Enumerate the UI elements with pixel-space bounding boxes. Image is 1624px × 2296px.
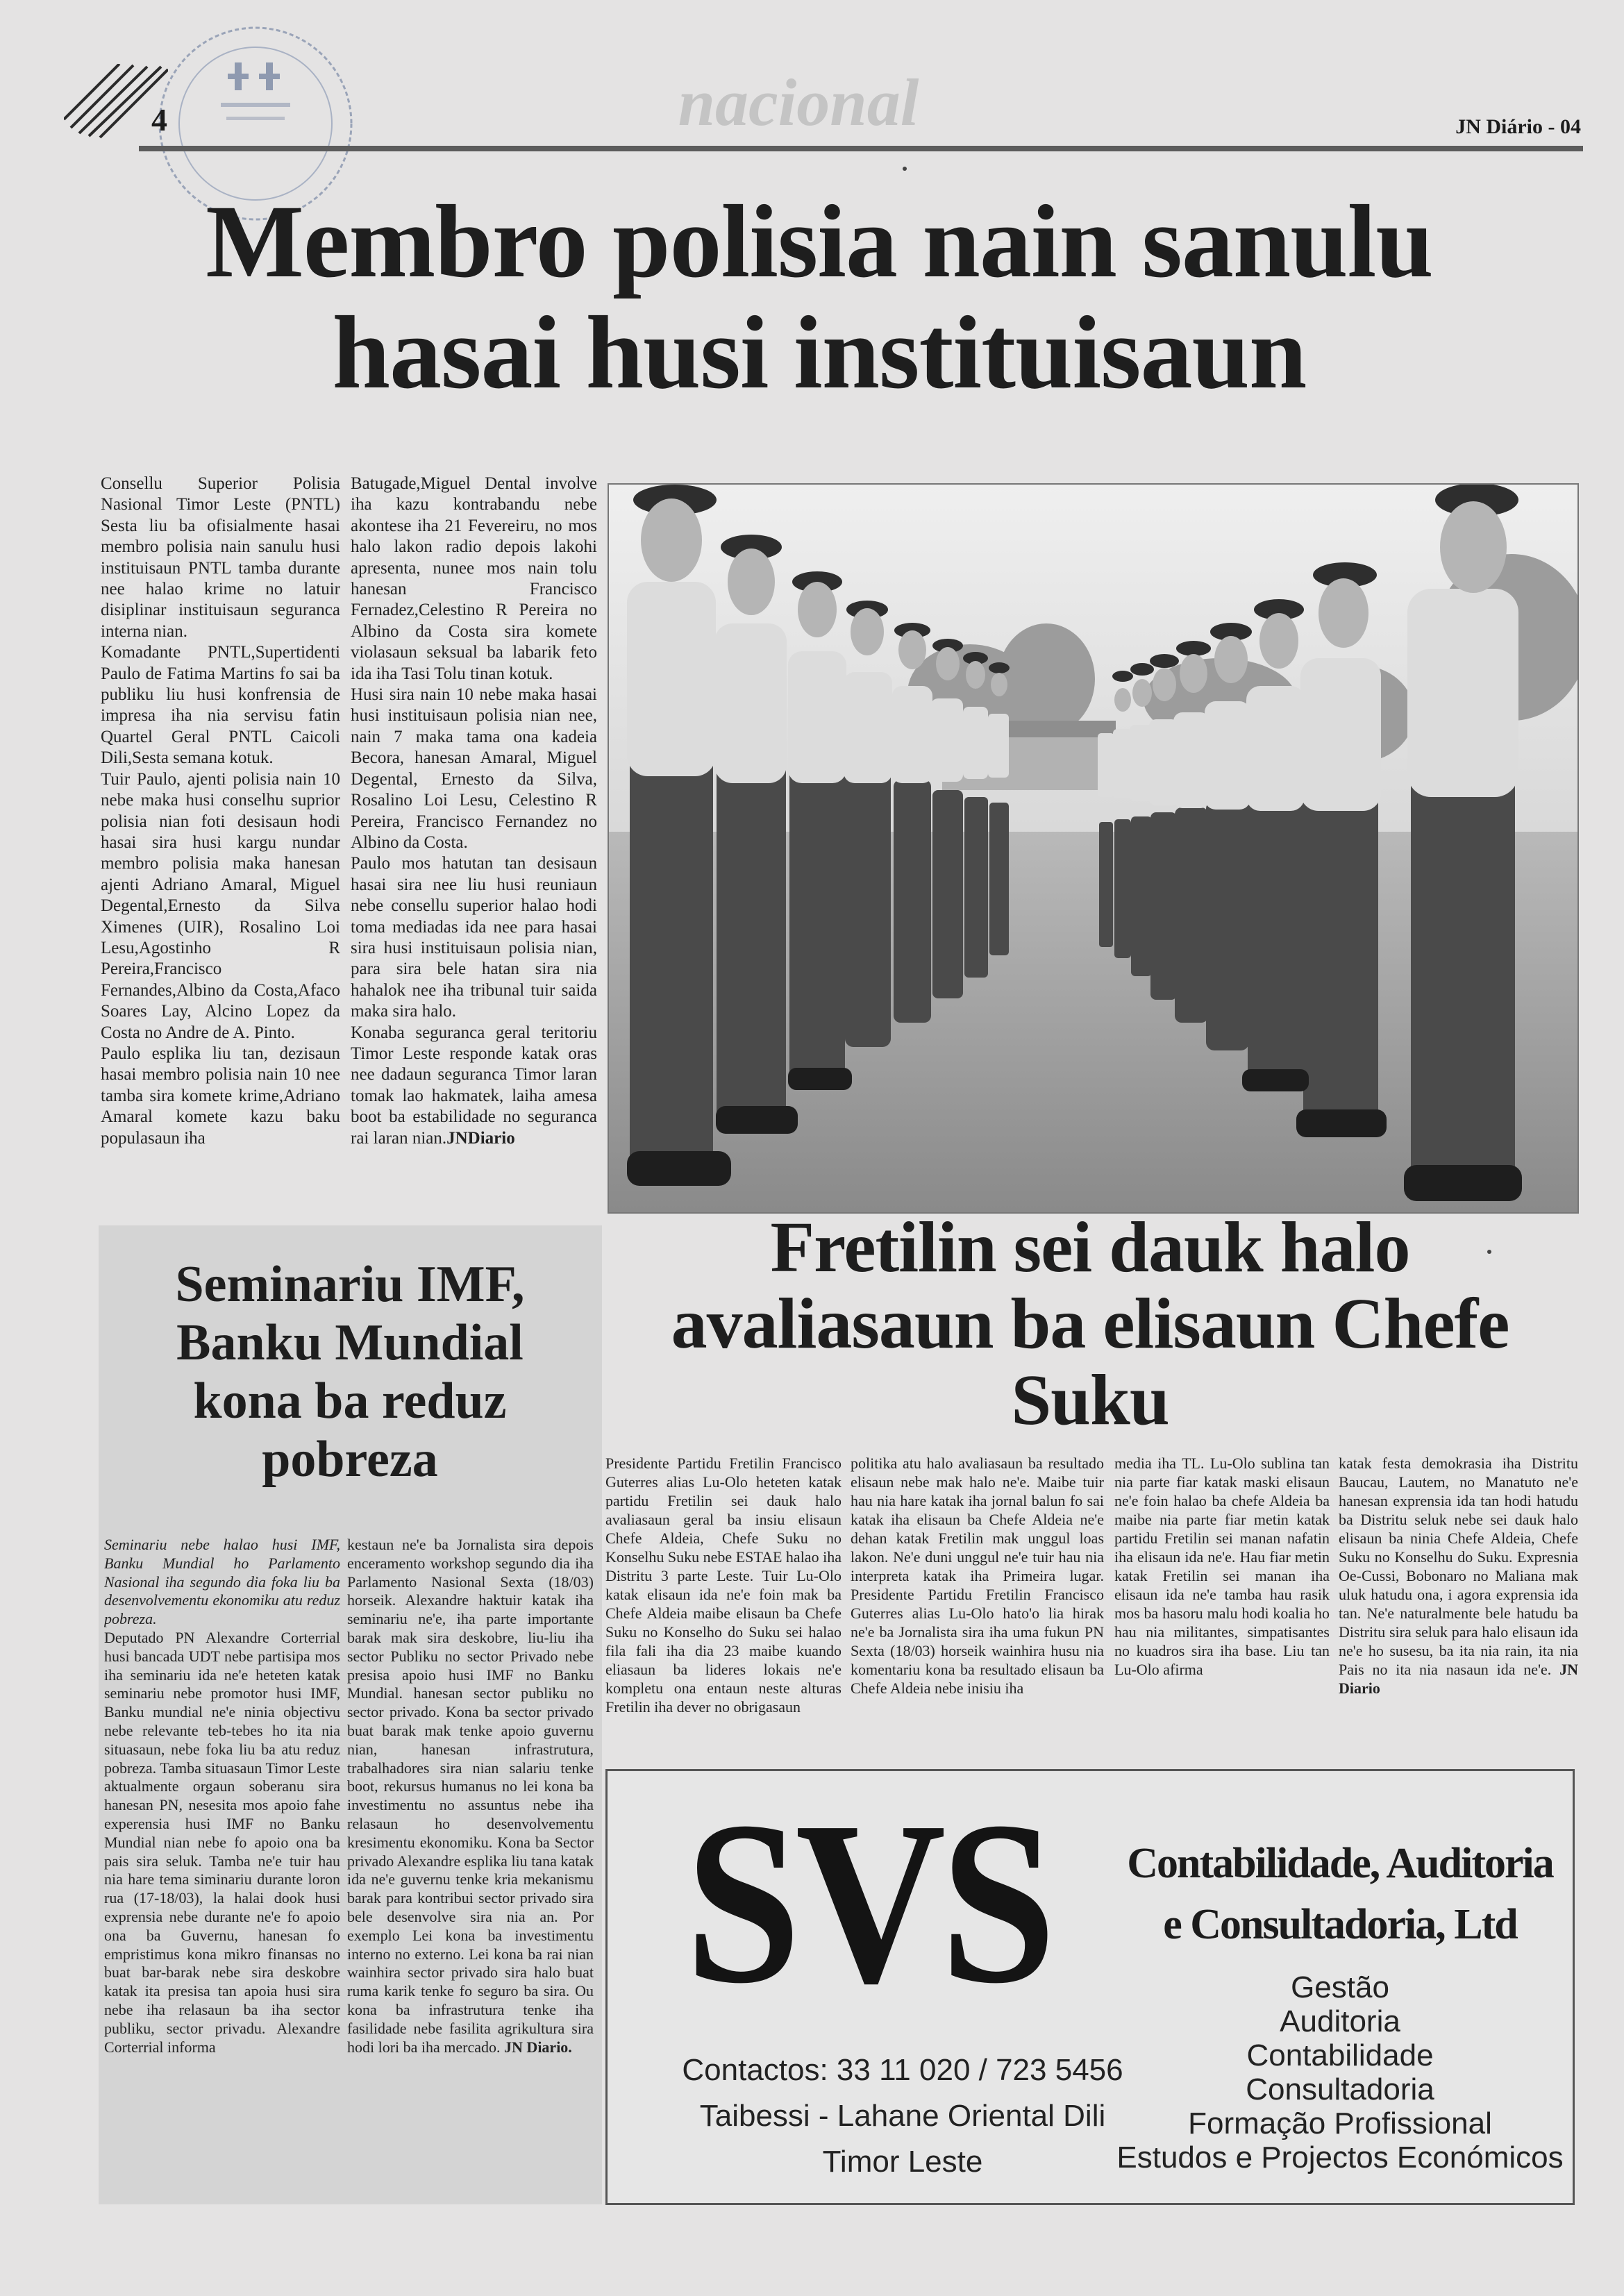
- svs-service-item: Gestão: [1291, 1970, 1389, 2004]
- fretilin-headline-line3: Suku: [1011, 1360, 1169, 1440]
- seminar-column-2: [347, 1536, 594, 2199]
- seminar-headline: [101, 1255, 599, 1489]
- police-paragraph: Consellu Superior Polisia Nasional Timor Leste (PNTL) Sesta liu ba ofisialmente hasai membro polisia nain sanulu husi instituisaun PNTL tamba durante nee halao krime no latuir disiplinar instituisaun seguranca interna nian.: [101, 474, 340, 641]
- police-paragraph: Tuir Paulo, ajenti polisia nain 10 nebe maka husi conselhu suprior polisia nian foti desisaun hodi hasai sira husi kargu nundar membro polisia maka hanesan ajenti Adriano Amaral, Miguel Degental,Ernesto da Silva Ximenes (UIR), Rosalino Loi Lesu,Agostinho R Pereira,Francisco Fernandes,Albino da Costa,Afaco Soares Lay, Alcino Lopez da Costa no Andre de A. Pinto.: [101, 769, 340, 1042]
- seminar-paragraph-text: kestaun ne'e ba Jornalista sira depois enceramento workshop segundo dia iha Parlamento Nasional Sexta (18/03) horseik. Alexandre haktuir katak iha seminariu ne'e, iha parte importante barak mak sira deskobre, liu-liu iha sector Publiku no sector Privado nebe presisa apoio husi IMF no Banku Mundial. hanesan sector publiku no sector privado. Kona ba sector privado buat barak mak tenke apoio guvernu nian, hanesan infrastrutura, trabalhadores sira nian salariu tenke boot, rekursus humanus no lei kona ba investimentu no assuntus nebe iha relasaun ho desenvolvementu kresimentu ekonomiku. Kona ba Sector privado Alexandre esplika liu tana katak ida ne'e guvernu tenke kria mekanismu barak para kontribui sector privado sira bele desenvolve sira nia an. Por exemplo Lei kona ba investimentu interno no externo. Lei kona ba rai nian wainhira sector privado sira halo buat ruma karik tenke fo seguro ba sira. Ou kona ba infrastrutura tenke iha fasilidade nebe fasilita agrikultura sira hodi lori ba iha mercado.: [347, 1536, 594, 2056]
- svs-company-line2: e Consultadoria, Ltd: [1163, 1901, 1517, 1948]
- fretilin-column-2: [851, 1454, 1104, 1752]
- police-article-column-2: [351, 474, 597, 1223]
- main-headline: [125, 186, 1514, 408]
- fretilin-column-4: [1339, 1454, 1578, 1752]
- header-rule: [139, 146, 1583, 151]
- svs-service-item: Estudos e Projectos Económicos: [1116, 2140, 1564, 2175]
- police-paragraph-text: Konaba seguranca geral teritoriu Timor Leste responde katak oras nee dadaun seguranca Timor laran tomak lao hakmatek, laiha amesa boot ba estabilidade no seguranca rai laran nian.: [351, 1023, 597, 1148]
- svs-contact-country: Timor Leste: [822, 2145, 983, 2179]
- page-number: 4: [151, 102, 167, 137]
- svs-service-item: Formação Profissional: [1188, 2106, 1492, 2140]
- police-article-column-1: [101, 474, 340, 1223]
- police-paragraph: Batugade,Miguel Dental involve iha kazu kontrabandu nebe akontese iha 21 Fevereiru, no mos halo lakon radio depois lakohi apresenta, nunee mos nain tolu hanesan Francisco Fernadez,Celestino R Pereira no Albino da Costa sira komete violasaun seksual ba labarik feto ida iha Tasi Tolu tinan kotuk.: [351, 474, 597, 683]
- svs-service-item: Auditoria: [1280, 2004, 1400, 2038]
- fretilin-paragraph: Presidente Partidu Fretilin Francisco Guterres alias Lu-Olo heteten katak partidu Fretilin sei dauk halo avaliasaun geral ba insiu elisaun Chefe Aldeia, Chefe Suku no Konselhu Suku nebe ESTAE halao iha Distritu 3 parte Leste. Tuir Lu-Olo katak elisaun ida ne'e foin mak ba Chefe Aldeia maibe elisaun ba Chefe Suku no Konselho do Suku sei halao fila fali iha dia 23 maibe kuando eliasaun ba lideres lokais ne'e kompletu ona entaun neste alturas Fretilin iha dever no obrigasaun: [605, 1455, 842, 1716]
- fretilin-column-3: [1114, 1454, 1330, 1752]
- svs-service-item: Consultadoria: [1246, 2072, 1434, 2106]
- seminar-column-1: [104, 1536, 340, 2199]
- police-paragraph: Paulo esplika liu tan, dezisaun hasai membro polisia nain 10 nee tamba sira komete krime,Adriano Amaral komete kazu baku populasaun iha: [101, 1044, 340, 1148]
- svs-logo: SVS: [685, 1773, 1051, 2031]
- police-paragraph: Paulo mos hatutan tan desisaun hasai sira nee liu husi reuniaun nebe consellu superior halao hodi toma mediadas ida nee para hasai sira husi instituisaun polisia nian, para sira bele hatan sira nia hahalok nee iha tribunal tuir saida maka sira halo.: [351, 854, 597, 1021]
- seminar-paragraph: Deputado PN Alexandre Corterrial husi bancada UDT nebe partisipa mos iha seminariu ida ne'e heteten katak seminariu nebe promotor husi IMF, Banku mundial ne'e ninia objectivu nebe relevante teb-tebes ho ita nia situasaun, nebe foka liu ba atu reduz pobreza. Tamba situasaun Timor Leste aktualmente orgaun soberanu sira hanesan PN, nesesita mos apoio fahe experensia husi IMF no Banku Mundial nian nebe fo apoio ona ba pais sira seluk. Tamba ne'e tuir hau nia hare tema siminariu durante loron rua (17-18/03), la halai dook husi exprensia nebe durante ne'e fo apoio ona ba Guvernu, hanesan fo empristimus kona mikro finansas no buat bar-barak nebe sira deskobre katak ita presisa tan apoia husi sira nebe iha relasaun ba iha sector publiku, sector privadu. Alexandre Corterrial informa: [104, 1628, 340, 2056]
- fretilin-paragraph: media iha TL. Lu-Olo sublina tan nia parte fiar katak maski elisaun ne'e foin halao ba chefe Aldeia ba maibe nia parte fiar metin katak partidu Fretilin sei manan nafatin iha elisaun ida ne'e. Hau fiar metin katak Fretilin sei manan iha elisaun ida ne'e tamba hau rasik mos ba hasoru malu hodi koalia ho hau nia militantes, simpatisantes no kuadros sira iha base. Liu tan Lu-Olo afirma: [1114, 1455, 1330, 1678]
- seminar-lead: Seminariu nebe halao husi IMF, Banku Mundial ho Parlamento Nasional iha segundo dia foka liu ba desenvolvementu ekonomiku atu reduz pobreza.: [104, 1536, 340, 1628]
- police-paragraph: [351, 1023, 597, 1149]
- seminar-headline-line1: Seminariu IMF,: [175, 1256, 525, 1313]
- police-formation-photo: [608, 483, 1579, 1214]
- seminar-headline-line2: Banku Mundial: [176, 1314, 524, 1371]
- edition-label: JN Diário - 04: [1455, 115, 1581, 138]
- fretilin-paragraph: politika atu halo avaliasaun ba resultado elisaun nebe mak halo ne'e. Maibe tuir hau nia hare katak iha jornal balun fo sai katak iha elisaun ba Chefe Aldeia ne'e dehan katak Fretilin mak unggul loas lakon. Ne'e duni unggul ne'e tuir hau nia interpreta katak iha Primeira lugar. Presidente Partidu Fretilin Francisco Guterres alias Lu-Olo hato'o lia hirak ne'e ba Jornalista sira iha uma fukun PN Sexta (18/03) horseik wainhira husu nia komentariu kona ba resultado elisaun ba Chefe Aldeia nebe inisiu iha: [851, 1455, 1104, 1697]
- seminar-signature: JN Diario.: [504, 2038, 572, 2056]
- fretilin-paragraph-text: katak festa demokrasia iha Distritu Baucau, Lautem, no Manatuto ne'e hanesan exprensia ida tan hodi hatudu ba Distritu seluk nebe sei dauk halo elisaun ba ninia Chefe Aldeia, Chefe Suku no Konselhu do Suku. Expresnia Oe-Cussi, Bobonaro no Maliana mak uluk hatudu ona, i agora exprensia ida tan. Ne'e naturalmente bele hatudu ba Distritu sira seluk para halo elisaun ida ne'e ho susesu, ba ita nia rain, ita nia Pais no ita nia nasaun ida ne'e.: [1339, 1455, 1578, 1678]
- main-headline-line2: hasai husi instituisaun: [332, 295, 1307, 410]
- fretilin-headline-line2: avaliasaun ba elisaun Chefe: [671, 1284, 1509, 1364]
- seminar-paragraph: [347, 1536, 594, 2056]
- fretilin-column-1: [605, 1454, 842, 1752]
- fretilin-headline: [604, 1209, 1576, 1439]
- fretilin-signature: JN Diario: [1339, 1661, 1578, 1697]
- police-paragraph: Husi sira nain 10 nebe maka hasai husi instituisaun polisia nian nee, nain 7 maka tama ona kadeia Becora, hanesan Amaral, Miguel Degental, Ernesto da Silva, Rosalino Loi Lesu, Celestino R Pereira, Francisco Fernandez no Albino da Costa.: [351, 685, 597, 852]
- fretilin-headline-line1: Fretilin sei dauk halo: [770, 1207, 1410, 1287]
- seminar-headline-line3: kona ba reduz: [193, 1373, 507, 1430]
- print-speck: [903, 167, 907, 171]
- print-speck: [1487, 1250, 1491, 1254]
- seminar-headline-line4: pobreza: [262, 1431, 438, 1488]
- svs-company-line1: Contabilidade, Auditoria: [1127, 1840, 1553, 1887]
- police-paragraph: Komadante PNTL,Supertidenti Paulo de Fatima Martins fo sai ba publiku liu husi konfrensia de impresa iha nia servisu fatin Quartel Geral PNTL Caicoli Dili,Sesta semana kotuk.: [101, 643, 340, 768]
- svs-contact-address: Taibessi - Lahane Oriental Dili: [699, 2099, 1106, 2133]
- section-title: nacional: [678, 65, 919, 140]
- main-headline-line1: Membro polisia nain sanulu: [206, 184, 1433, 299]
- fretilin-paragraph: [1339, 1454, 1578, 1698]
- svs-contact-phone: Contactos: 33 11 020 / 723 5456: [682, 2053, 1123, 2087]
- svs-company-name: [1111, 1833, 1569, 1955]
- svs-service-item: Contabilidade: [1246, 2038, 1434, 2072]
- police-signature: JNDiario: [446, 1128, 515, 1148]
